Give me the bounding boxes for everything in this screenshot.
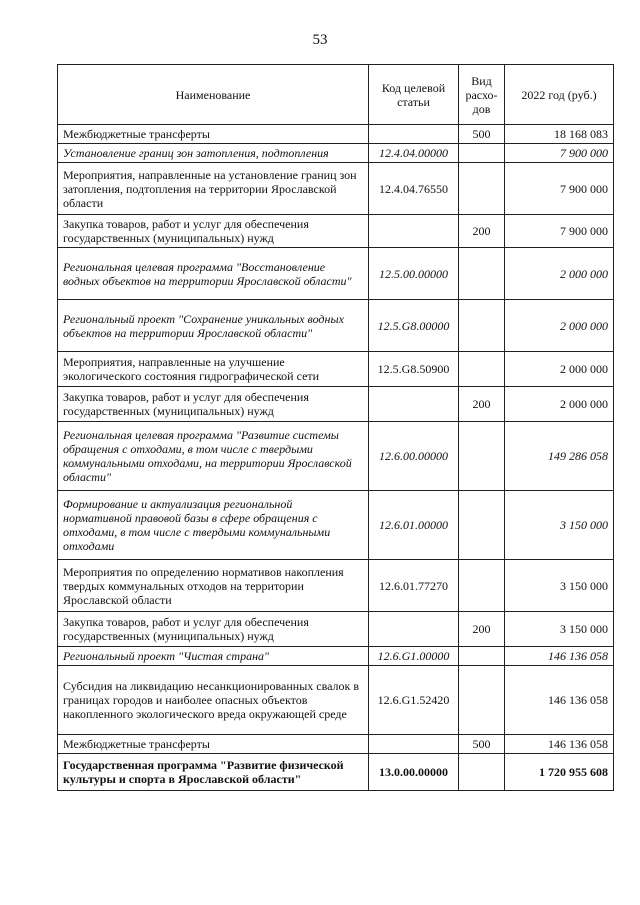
row-code: 12.5.00.00000 bbox=[369, 248, 459, 300]
row-name: Субсидия на ликвидацию несанкционированных свалок в границах городов и наиболее опасных объектов накопленного экологического вреда окружающей среде bbox=[58, 666, 369, 735]
row-expense-type: 200 bbox=[459, 387, 505, 422]
row-expense-type: 200 bbox=[459, 612, 505, 647]
row-code bbox=[369, 612, 459, 647]
table-row bbox=[58, 248, 614, 300]
row-code: 12.5.G8.50900 bbox=[369, 352, 459, 387]
row-code bbox=[369, 125, 459, 144]
header-amount: 2022 год (руб.) bbox=[505, 65, 614, 125]
table-row bbox=[58, 125, 614, 144]
row-amount: 2 000 000 bbox=[505, 387, 614, 422]
row-name: Закупка товаров, работ и услуг для обеспечения государственных (муниципальных) нужд bbox=[58, 612, 369, 647]
row-code: 12.6.G1.52420 bbox=[369, 666, 459, 735]
row-amount: 3 150 000 bbox=[505, 560, 614, 612]
row-amount: 7 900 000 bbox=[505, 163, 614, 215]
row-amount: 18 168 083 bbox=[505, 125, 614, 144]
header-row bbox=[58, 65, 614, 125]
row-name: Установление границ зон затопления, подтопления bbox=[58, 144, 369, 163]
row-amount: 146 136 058 bbox=[505, 735, 614, 754]
table-row bbox=[58, 491, 614, 560]
row-amount: 2 000 000 bbox=[505, 300, 614, 352]
table-row bbox=[58, 754, 614, 791]
table-row bbox=[58, 735, 614, 754]
row-expense-type: 500 bbox=[459, 125, 505, 144]
row-expense-type bbox=[459, 248, 505, 300]
row-amount: 149 286 058 bbox=[505, 422, 614, 491]
row-code: 13.0.00.00000 bbox=[369, 754, 459, 791]
table-row bbox=[58, 647, 614, 666]
table-body bbox=[58, 125, 614, 791]
row-expense-type bbox=[459, 647, 505, 666]
row-expense-type bbox=[459, 491, 505, 560]
row-name: Мероприятия, направленные на улучшение экологического состояния гидрографической сети bbox=[58, 352, 369, 387]
row-name: Межбюджетные трансферты bbox=[58, 125, 369, 144]
table-row bbox=[58, 560, 614, 612]
row-code bbox=[369, 387, 459, 422]
table-row bbox=[58, 666, 614, 735]
row-code: 12.6.01.00000 bbox=[369, 491, 459, 560]
table-row bbox=[58, 144, 614, 163]
table-row bbox=[58, 215, 614, 248]
header-code: Код целевой статьи bbox=[369, 65, 459, 125]
row-expense-type bbox=[459, 144, 505, 163]
row-name: Региональная целевая программа "Восстановление водных объектов на территории Ярославской области" bbox=[58, 248, 369, 300]
row-expense-type: 200 bbox=[459, 215, 505, 248]
row-name: Закупка товаров, работ и услуг для обеспечения государственных (муниципальных) нужд bbox=[58, 215, 369, 248]
row-amount: 2 000 000 bbox=[505, 248, 614, 300]
row-name: Региональный проект "Сохранение уникальных водных объектов на территории Ярославской области" bbox=[58, 300, 369, 352]
row-code: 12.6.00.00000 bbox=[369, 422, 459, 491]
table-row bbox=[58, 163, 614, 215]
row-expense-type bbox=[459, 560, 505, 612]
table-row bbox=[58, 612, 614, 647]
row-expense-type bbox=[459, 300, 505, 352]
row-expense-type bbox=[459, 352, 505, 387]
row-code: 12.6.G1.00000 bbox=[369, 647, 459, 666]
row-amount: 7 900 000 bbox=[505, 215, 614, 248]
header-name: Наименование bbox=[58, 65, 369, 125]
row-expense-type bbox=[459, 163, 505, 215]
table-row bbox=[58, 352, 614, 387]
row-name: Мероприятия по определению нормативов накопления твердых коммунальных отходов на территории Ярославской области bbox=[58, 560, 369, 612]
table-row bbox=[58, 387, 614, 422]
header-expense-type: Вид расхо-дов bbox=[459, 65, 505, 125]
row-code bbox=[369, 735, 459, 754]
row-code bbox=[369, 215, 459, 248]
row-name: Формирование и актуализация региональной нормативной правовой базы в сфере обращения с отходами, в том числе с твердыми коммунальными отходами bbox=[58, 491, 369, 560]
row-name: Закупка товаров, работ и услуг для обеспечения государственных (муниципальных) нужд bbox=[58, 387, 369, 422]
row-name: Региональный проект "Чистая страна" bbox=[58, 647, 369, 666]
row-amount: 7 900 000 bbox=[505, 144, 614, 163]
row-amount: 3 150 000 bbox=[505, 491, 614, 560]
row-amount: 146 136 058 bbox=[505, 666, 614, 735]
row-expense-type bbox=[459, 666, 505, 735]
row-name: Мероприятия, направленные на установление границ зон затопления, подтопления на территории Ярославской области bbox=[58, 163, 369, 215]
row-code: 12.5.G8.00000 bbox=[369, 300, 459, 352]
page-number: 53 bbox=[312, 32, 328, 48]
row-amount: 1 720 955 608 bbox=[505, 754, 614, 791]
row-code: 12.4.04.00000 bbox=[369, 144, 459, 163]
table-row bbox=[58, 300, 614, 352]
budget-table bbox=[57, 64, 614, 791]
row-code: 12.6.01.77270 bbox=[369, 560, 459, 612]
row-amount: 146 136 058 bbox=[505, 647, 614, 666]
table-row bbox=[58, 422, 614, 491]
row-expense-type bbox=[459, 754, 505, 791]
row-name: Межбюджетные трансферты bbox=[58, 735, 369, 754]
row-name: Региональная целевая программа "Развитие системы обращения с отходами, в том числе с твердыми коммунальными отходами, на территории Ярославской области" bbox=[58, 422, 369, 491]
row-expense-type: 500 bbox=[459, 735, 505, 754]
row-amount: 2 000 000 bbox=[505, 352, 614, 387]
row-amount: 3 150 000 bbox=[505, 612, 614, 647]
row-name: Государственная программа "Развитие физической культуры и спорта в Ярославской области" bbox=[58, 754, 369, 791]
row-expense-type bbox=[459, 422, 505, 491]
row-code: 12.4.04.76550 bbox=[369, 163, 459, 215]
